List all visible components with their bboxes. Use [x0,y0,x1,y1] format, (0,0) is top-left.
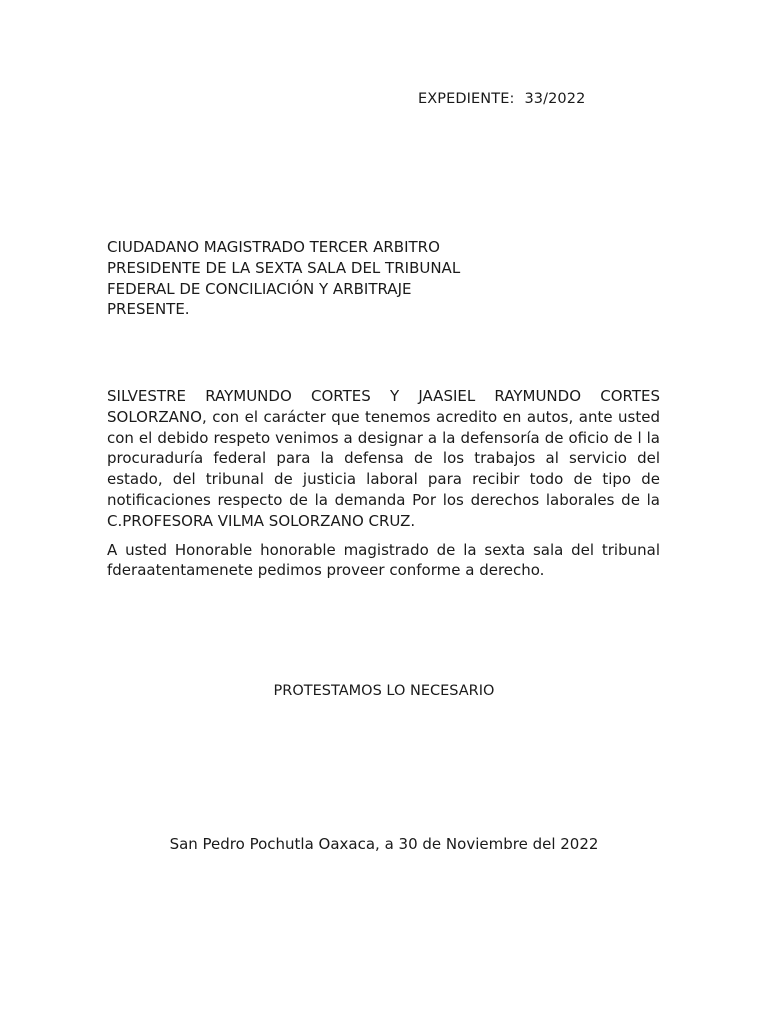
expediente-header [418,91,585,107]
addressee-line: PRESENTE. [107,300,190,319]
protest-text: PROTESTAMOS LO NECESARIO [273,683,495,699]
addressee-line: CIUDADANO MAGISTRADO TERCER ARBITRO [107,238,440,256]
expediente-label: EXPEDIENTE: [418,91,515,107]
protest-line [0,683,768,699]
addressee-line: FEDERAL DE CONCILIACIÓN Y ARBITRAJE [107,279,412,298]
body-paragraph-1: SILVESTRE RAYMUNDO CORTES Y JAASIEL RAYMUNDO CORTES SOLORZANO, con el carácter que tenemos acredito en autos, ante usted con el debido respeto venimos a designar a la defensoría de oficio de l la procuraduría federal para la defensa de los trabajos al servicio del estado, del tribunal de justicia laboral para recibir todo de tipo de notificaciones respecto de la demanda Por los derechos laborales de la C.PROFESORA VILMA SOLORZANO CRUZ. [107,387,660,530]
expediente-number: 33/2022 [524,91,586,107]
place-date-line: San Pedro Pochutla Oaxaca, a 30 de Noviembre del 2022 [169,835,599,853]
letter-body [107,386,660,581]
addressee-block [107,237,460,320]
addressee-line: PRESIDENTE DE LA SEXTA SALA DEL TRIBUNAL [107,258,461,277]
body-paragraph-2: A usted Honorable honorable magistrado de la sexta sala del tribunal fderaatentamenete pedimos proveer conforme a derecho. [107,540,660,580]
